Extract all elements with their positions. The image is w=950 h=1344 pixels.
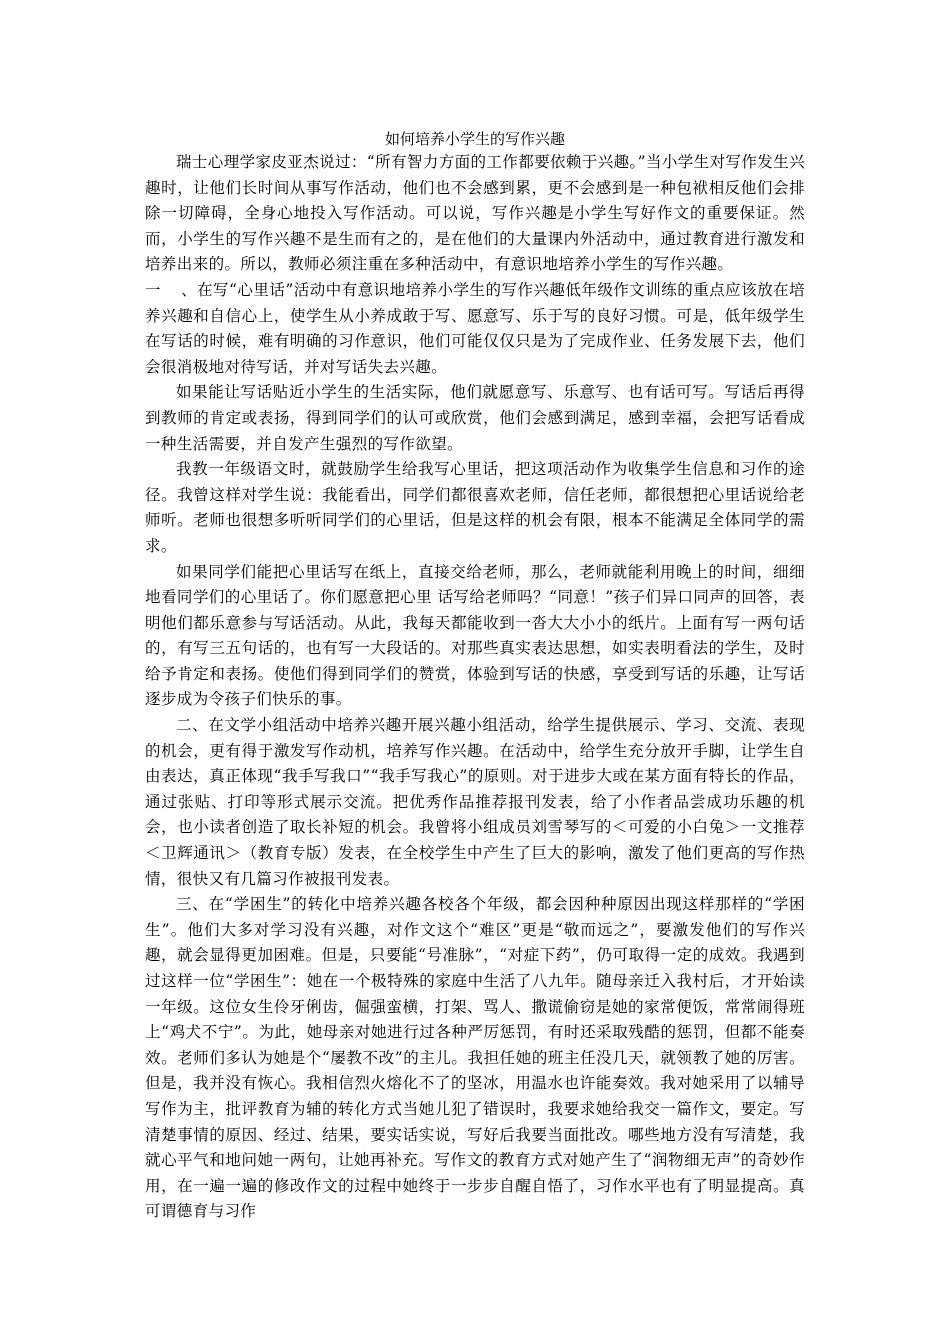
intro-paragraph: 瑞士心理学家皮亚杰说过：“所有智力方面的工作都要依赖于兴趣。”当小学生对写作发生兴趣时，让他们长时间从事写作活动，他们也不会感到累，更不会感到是一种包袱相反他们会排除一切障碍，全身心地投入写作活动。可以说，写作兴趣是小学生写好作文的重要保证。然而，小学生的写作兴趣不是生而有之的，是在他们的大量课内外活动中，通过教育进行激发和培养出来的。所以，教师必须注重在多种活动中，有意识地培养小学生的写作兴趣。	[145, 153, 806, 274]
section-one-text: 、在写“心里话”活动中有意识地培养小学生的写作兴趣低年级作文训练的重点应该放在培养兴趣和自信心上，使学生从小养成敢于写、愿意写、乐于写的良好习惯。可是，低年级学生在写话的时候，难有明确的习作意识，他们可能仅仅只是为了完成作业、任务发展下去，他们会很消极地对待写话，并对写话失去兴趣。	[145, 280, 805, 376]
document-body	[145, 150, 805, 1225]
section-one-paragraph	[145, 278, 805, 380]
paragraph-2: 如果能让写话贴近小学生的生活实际，他们就愿意写、乐意写、也有话可写。写话后再得到教师的肯定或表扬，得到同学们的认可或欣赏，他们会感到满足，感到幸福，会把写话看成一种生活需要，并自发产生强烈的写作欲望。	[145, 383, 805, 453]
document-title: 如何培养小学生的写作兴趣	[384, 130, 565, 148]
paragraph-3: 我教一年级语文时，就鼓励学生给我写心里话，把这项活动作为收集学生信息和习作的途径。我曾这样对学生说：我能看出，同学们都很喜欢老师，信任老师，都很想把心里话说给老师听。老师也很想多听听同学们的心里话，但是这样的机会有限，根本不能满足全体同学的需求。	[145, 460, 805, 555]
section-two-paragraph: 二、在文学小组活动中培养兴趣开展兴趣小组活动，给学生提供展示、学习、交流、表现的机会，更有得于激发写作动机，培养写作兴趣。在活动中，给学生充分放开手脚，让学生自由表达，真正体现“我手写我口”“我手写我心”的原则。对于进步大或在某方面有特长的作品，通过张贴、打印等形式展示交流。把优秀作品推荐报刊发表，给了小作者品尝成功乐趣的机会，也小读者创造了取长补短的机会。我曾将小组成员刘雪琴写的＜可爱的小白兔＞一文推荐＜卫辉通讯＞（教育专版）发表，在全校学生中产生了巨大的影响，激发了他们更高的写作热情，很快又有几篇习作被报刊发表。	[145, 716, 805, 888]
section-three-paragraph: 三、在“学困生”的转化中培养兴趣各校各个年级，都会因种种原因出现这样那样的“学困生”。他们大多对学习没有兴趣，对作文这个“难区”更是“敬而远之”，要激发他们的写作兴趣，就会显得更加困难。但是，只要能“号准脉”，“对症下药”，仍可取得一定的成效。我遇到过这样一位“学困生”：她在一个极特殊的家庭中生活了八九年。随母亲迁入我村后，才开始读一年级。这位女生伶牙俐齿，倔强蛮横，打架、骂人、撒谎偷窃是她的家常便饭，常常闹得班上“鸡犬不宁”。为此，她母亲对她进行过各种严厉惩罚，有时还采取残酷的惩罚，但都不能奏效。老师们多认为她是个“屡教不改”的主儿。我担任她的班主任没几天，就领教了她的厉害。但是，我并没有恢心。我相信烈火熔化不了的坚冰，用温水也许能奏效。我对她采用了以辅导写作为主，批评教育为辅的转化方式当她儿犯了错误时，我要求她给我交一篇作文，要定。写清楚事情的原因、经过、结果，要实话实说，写好后我要当面批改。哪些地方没有写清楚，我就心平气和地问她一两句，让她再补充。写作文的教育方式对她产生了“润物细无声”的奇妙作用，在一遍一遍的修改作文的过程中她终于一步步自醒自悟了，习作水平也有了明显提高。真可谓德育与习作	[145, 895, 805, 1221]
paragraph-4: 如果同学们能把心里话写在纸上，直接交给老师，那么，老师就能利用晚上的时间，细细地看同学们的心里话了。你们愿意把心里 话写给老师吗？“同意！”孩子们异口同声的回答，表明他们都乐意参与写话活动。从此，我每天都能收到一沓大大小小的纸片。上面有写一两句话的，有写三五句话的，也有写一大段话的。对那些真实表达思想，如实表明看法的学生，及时给予肯定和表扬。使他们得到同学们的赞赏，体验到写话的快感，享受到写话的乐趣，让写话逐步成为令孩子们快乐的事。	[145, 562, 805, 709]
section-one-marker: 一	[145, 280, 161, 299]
